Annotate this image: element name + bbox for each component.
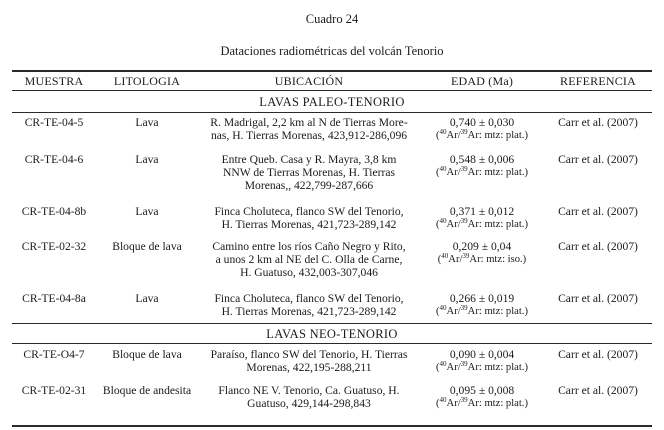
cell-litologia: Lava xyxy=(135,205,159,218)
ubicacion-line: Morenas,, 422,799-287,666 xyxy=(244,179,374,192)
ubicacion-line: R. Madrigal, 2,2 km al N de Tierras More- xyxy=(210,116,408,129)
cell-muestra: CR-TE-04-8a xyxy=(22,292,86,305)
cell-edad xyxy=(420,292,544,318)
bottom-rule xyxy=(12,425,652,427)
cell-litologia: Lava xyxy=(135,116,159,129)
ubicacion-line: Finca Choluteca, flanco SW del Tenorio, xyxy=(214,205,404,218)
header-rule xyxy=(12,90,652,91)
cell-edad xyxy=(420,240,544,266)
table-number: Cuadro 24 xyxy=(305,12,359,26)
cell-muestra: CR-TE-04-6 xyxy=(24,153,84,166)
ubicacion-line: NNW de Tierras Morenas, H. Tierras xyxy=(222,166,396,179)
ubicacion-line: Entre Queb. Casa y R. Mayra, 3,8 km xyxy=(221,153,397,166)
cell-muestra: CR-TE-04-5 xyxy=(24,116,84,129)
metodo: ($^{40}$Ar/$^{39}$Ar: mtz: iso.) xyxy=(437,252,527,265)
cell-referencia: Carr et al. (2007) xyxy=(558,292,638,305)
ubicacion-line: Morenas, 422,195-288,211 xyxy=(246,361,372,374)
cell-litologia: Lava xyxy=(135,292,159,305)
ubicacion-line: nas, H. Tierras Morenas, 423,912-286,096 xyxy=(210,129,408,142)
cell-muestra: CR-TE-04-8b xyxy=(21,205,87,218)
header-litologia: LITOLOGIA xyxy=(113,74,181,88)
cell-referencia: Carr et al. (2007) xyxy=(558,240,638,253)
cell-referencia: Carr et al. (2007) xyxy=(558,116,638,129)
cell-muestra: CR-TE-02-31 xyxy=(21,384,87,397)
cell-litologia: Bloque de andesita xyxy=(102,384,192,397)
cell-referencia: Carr et al. (2007) xyxy=(558,205,638,218)
cell-edad xyxy=(420,153,544,179)
header-edad: EDAD (Ma) xyxy=(450,74,514,88)
ubicacion-line: Camino entre los ríos Caño Negro y Rito, xyxy=(212,240,406,253)
edad-value: 0,371 ± 0,012 xyxy=(449,205,515,218)
cell-edad xyxy=(420,116,544,142)
ubicacion-line: H. Tierras Morenas, 421,723-289,142 xyxy=(221,218,397,231)
cell-ubicacion xyxy=(198,240,420,279)
ubicacion-line: Guatuso, 429,144-298,843 xyxy=(247,397,371,410)
cell-ubicacion xyxy=(198,384,420,410)
cell-ubicacion xyxy=(198,205,420,231)
cell-muestra: CR-TE-02-32 xyxy=(21,240,87,253)
cell-ubicacion xyxy=(198,348,420,374)
cell-litologia: Bloque de lava xyxy=(112,348,182,361)
edad-value: 0,090 ± 0,004 xyxy=(449,348,515,361)
cell-ubicacion xyxy=(198,292,420,318)
metodo: ($^{40}$Ar/$^{39}$Ar: mtz: plat.) xyxy=(436,304,528,317)
table-title: Dataciones radiométricas del volcán Tenorio xyxy=(220,44,444,58)
header-ubicacion: UBICACIÓN xyxy=(274,74,344,88)
cell-litologia: Lava xyxy=(135,153,159,166)
ubicacion-line: H. Guatuso, 432,003-307,046 xyxy=(240,266,378,279)
ubicacion-line: H. Tierras Morenas, 421,723-289,142 xyxy=(221,305,397,318)
edad-value: 0,209 ± 0,04 xyxy=(452,240,512,253)
cell-edad xyxy=(420,205,544,231)
section-rule xyxy=(12,112,652,113)
ubicacion-line: Paraíso, flanco SW del Tenorio, H. Tierras xyxy=(210,348,408,361)
cell-ubicacion xyxy=(198,153,420,192)
ubicacion-line: a unos 2 km al NE del C. Olla de Carne, xyxy=(215,253,403,266)
ubicacion-line: Finca Choluteca, flanco SW del Tenorio, xyxy=(214,292,404,305)
cell-referencia: Carr et al. (2007) xyxy=(558,153,638,166)
cell-referencia: Carr et al. (2007) xyxy=(558,384,638,397)
edad-value: 0,740 ± 0,030 xyxy=(449,116,515,129)
cell-referencia: Carr et al. (2007) xyxy=(558,348,638,361)
cell-ubicacion xyxy=(198,116,420,142)
section-rule xyxy=(12,343,652,344)
section-title-neo: LAVAS NEO-TENORIO xyxy=(266,327,398,341)
edad-value: 0,548 ± 0,006 xyxy=(449,153,515,166)
edad-value: 0,266 ± 0,019 xyxy=(449,292,515,305)
metodo: ($^{40}$Ar/$^{39}$Ar: mtz: plat.) xyxy=(436,217,528,230)
metodo: ($^{40}$Ar/$^{39}$Ar: mtz: plat.) xyxy=(436,396,528,409)
cell-edad xyxy=(420,348,544,374)
edad-value: 0,095 ± 0,008 xyxy=(449,384,515,397)
header-muestra: MUESTRA xyxy=(24,74,84,88)
metodo: ($^{40}$Ar/$^{39}$Ar: mtz: plat.) xyxy=(436,165,528,178)
section-title-paleo: LAVAS PALEO-TENORIO xyxy=(259,95,405,109)
ubicacion-line: Flanco NE V. Tenorio, Ca. Guatuso, H. xyxy=(218,384,400,397)
metodo: ($^{40}$Ar/$^{39}$Ar: mtz: plat.) xyxy=(436,128,528,141)
metodo: ($^{40}$Ar/$^{39}$Ar: mtz: plat.) xyxy=(436,360,528,373)
cell-litologia: Bloque de lava xyxy=(112,240,182,253)
cell-edad xyxy=(420,384,544,410)
header-referencia: REFERENCIA xyxy=(559,74,636,88)
top-rule xyxy=(12,70,652,72)
cell-muestra: CR-TE-O4-7 xyxy=(23,348,85,361)
section-rule xyxy=(12,323,652,324)
